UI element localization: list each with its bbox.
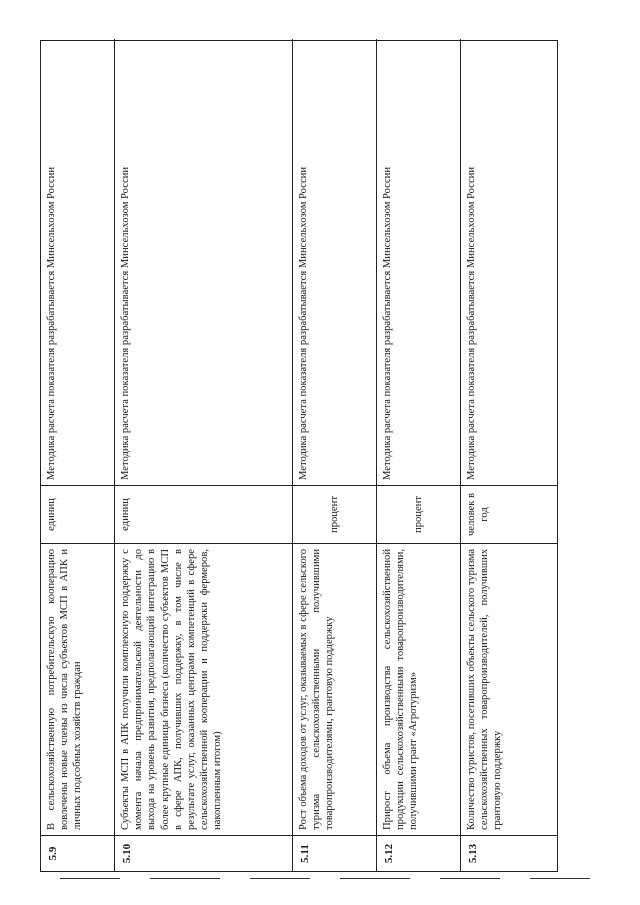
indicator-description: Субъекты МСП в АПК получили комплексную поддержку с момента начала предпринимательской деятельности до выхода на уровень развития, предполагающий интеграцию в более крупные единицы бизнеса (количество субъектов МСП в сфере АПК, получивших поддержку, в том числе в результате услуг, оказанных центрами компетенций в сфере сельскохозяйственной кооперации и поддержки фермеров, накопленным итогом) xyxy=(115,543,292,835)
scan-artifact-line xyxy=(340,878,410,879)
table-row xyxy=(377,39,461,871)
indicator-description: Количество туристов, посетивших объекты сельского туризма сельскохозяйственных товаропроизводителей, получивших грантовую поддержку xyxy=(461,543,557,835)
calculation-method: Методика расчета показателя разрабатывается Минсельхозом России xyxy=(466,167,477,480)
calculation-method: Методика расчета показателя разрабатывается Минсельхозом России xyxy=(298,167,309,480)
indicator-table-frame xyxy=(40,40,558,872)
indicator-description: В сельскохозяйственную потребительскую кооперацию вовлечены новые члены из числа субъектов МСП в АПК и личных подсобных хозяйств граждан xyxy=(41,543,114,835)
calculation-method: Методика расчета показателя разрабатывается Минсельхозом России xyxy=(120,167,131,480)
calculation-method: Методика расчета показателя разрабатывается Минсельхозом России xyxy=(382,167,393,480)
table-row xyxy=(115,39,293,871)
scan-artifact-line xyxy=(440,878,500,879)
table-row xyxy=(461,39,557,871)
unit-of-measure: процент xyxy=(377,485,460,543)
table-row xyxy=(41,39,115,871)
unit-of-measure: человек в год xyxy=(461,485,557,543)
indicator-description: Рост объема доходов от услуг, оказываемых в сфере сельского туризма сельскохозяйственными получившими товаропроизводителями, грантовую поддержку xyxy=(293,543,376,835)
scan-artifact-line xyxy=(60,878,120,879)
unit-of-measure: единиц xyxy=(115,485,292,543)
calculation-method: Методика расчета показателя разрабатывается Минсельхозом России xyxy=(46,167,57,480)
table-row xyxy=(293,39,377,871)
scan-artifact-line xyxy=(250,878,310,879)
row-number: 5.12 xyxy=(377,835,460,871)
unit-of-measure: единиц xyxy=(41,485,114,543)
unit-of-measure: процент xyxy=(293,485,376,543)
scan-artifact-line xyxy=(530,878,590,879)
row-number: 5.11 xyxy=(293,835,376,871)
row-number: 5.10 xyxy=(115,835,292,871)
row-number: 5.9 xyxy=(41,835,114,871)
indicator-table xyxy=(40,40,558,872)
scan-artifact-line xyxy=(150,878,220,879)
row-number: 5.13 xyxy=(461,835,557,871)
indicator-description: Прирост объема производства сельскохозяйственной продукции сельскохозяйственными товаропроизводителями, получившими грант «Агротуризм» xyxy=(377,543,460,835)
